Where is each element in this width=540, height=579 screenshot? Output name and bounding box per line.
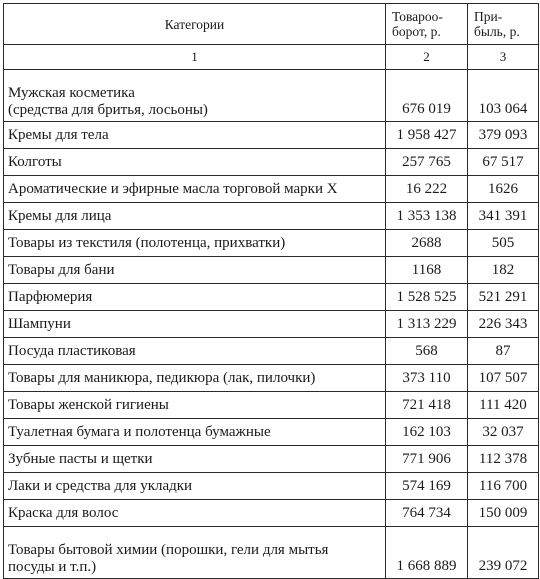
table-row <box>4 311 539 338</box>
row-turnover: 373 110 <box>386 365 468 392</box>
row-profit: 182 <box>468 257 539 284</box>
table-row <box>4 70 539 122</box>
row-turnover: 1 528 525 <box>386 284 468 311</box>
column-number-1: 1 <box>4 45 386 70</box>
row-profit: 150 009 <box>468 500 539 527</box>
table-row <box>4 500 539 527</box>
row-turnover: 676 019 <box>386 70 468 122</box>
table-row <box>4 122 539 149</box>
row-category <box>4 527 386 579</box>
category-table <box>3 3 539 579</box>
row-category <box>4 70 386 122</box>
header-profit-line2: быль, р. <box>474 24 520 39</box>
row-profit: 67 517 <box>468 149 539 176</box>
row-category: Товары для маникюра, педикюра (лак, пилочки) <box>4 365 386 392</box>
row-category: Товары для бани <box>4 257 386 284</box>
table-row <box>4 149 539 176</box>
row-profit: 111 420 <box>468 392 539 419</box>
table-row <box>4 176 539 203</box>
row-profit: 505 <box>468 230 539 257</box>
row-profit: 107 507 <box>468 365 539 392</box>
row-category: Лаки и средства для укладки <box>4 473 386 500</box>
row-turnover: 568 <box>386 338 468 365</box>
row-category: Кремы для лица <box>4 203 386 230</box>
table-row <box>4 527 539 579</box>
table-row <box>4 473 539 500</box>
column-number-3: 3 <box>468 45 539 70</box>
table-row <box>4 257 539 284</box>
row-category: Парфюмерия <box>4 284 386 311</box>
row-category: Товары из текстиля (полотенца, прихватки) <box>4 230 386 257</box>
column-number-2: 2 <box>386 45 468 70</box>
table-row <box>4 446 539 473</box>
row-category: Шампуни <box>4 311 386 338</box>
table-row <box>4 392 539 419</box>
row-turnover: 16 222 <box>386 176 468 203</box>
row-profit: 103 064 <box>468 70 539 122</box>
row-category: Туалетная бумага и полотенца бумажные <box>4 419 386 446</box>
row-category: Ароматические и эфирные масла торговой марки X <box>4 176 386 203</box>
row-turnover: 721 418 <box>386 392 468 419</box>
row-category: Колготы <box>4 149 386 176</box>
row-turnover: 764 734 <box>386 500 468 527</box>
row-turnover: 1 313 229 <box>386 311 468 338</box>
row-category: Посуда пластиковая <box>4 338 386 365</box>
page <box>3 3 539 579</box>
row-category-line1: Товары бытовой химии (порошки, гели для мытья <box>8 542 329 558</box>
header-profit <box>468 4 539 45</box>
row-turnover: 1 353 138 <box>386 203 468 230</box>
row-category: Кремы для тела <box>4 122 386 149</box>
header-profit-line1: При- <box>474 9 503 24</box>
row-turnover: 1 958 427 <box>386 122 468 149</box>
row-profit: 341 391 <box>468 203 539 230</box>
header-row <box>4 4 539 45</box>
row-profit: 112 378 <box>468 446 539 473</box>
row-profit: 87 <box>468 338 539 365</box>
row-profit: 116 700 <box>468 473 539 500</box>
row-turnover: 574 169 <box>386 473 468 500</box>
row-turnover: 1168 <box>386 257 468 284</box>
header-turnover-line2: борот, р. <box>392 24 441 39</box>
row-profit: 32 037 <box>468 419 539 446</box>
row-category: Краска для волос <box>4 500 386 527</box>
row-category: Зубные пасты и щетки <box>4 446 386 473</box>
row-category-line1: Мужская косметика <box>8 85 135 101</box>
row-turnover: 257 765 <box>386 149 468 176</box>
row-profit: 521 291 <box>468 284 539 311</box>
row-category-line2: (средства для бритья, лосьоны) <box>8 102 208 118</box>
column-number-row <box>4 45 539 70</box>
row-profit: 1626 <box>468 176 539 203</box>
table-row <box>4 284 539 311</box>
table-row <box>4 230 539 257</box>
header-turnover <box>386 4 468 45</box>
row-turnover: 1 668 889 <box>386 527 468 579</box>
row-profit: 379 093 <box>468 122 539 149</box>
row-turnover: 162 103 <box>386 419 468 446</box>
table-row <box>4 365 539 392</box>
row-turnover: 771 906 <box>386 446 468 473</box>
table-row <box>4 419 539 446</box>
row-category-line2: посуды и т.п.) <box>8 559 97 575</box>
row-category: Товары женской гигиены <box>4 392 386 419</box>
header-category: Категории <box>4 4 386 45</box>
row-profit: 239 072 <box>468 527 539 579</box>
row-profit: 226 343 <box>468 311 539 338</box>
row-turnover: 2688 <box>386 230 468 257</box>
table-row <box>4 338 539 365</box>
table-row <box>4 203 539 230</box>
header-turnover-line1: Товароо- <box>392 9 443 24</box>
